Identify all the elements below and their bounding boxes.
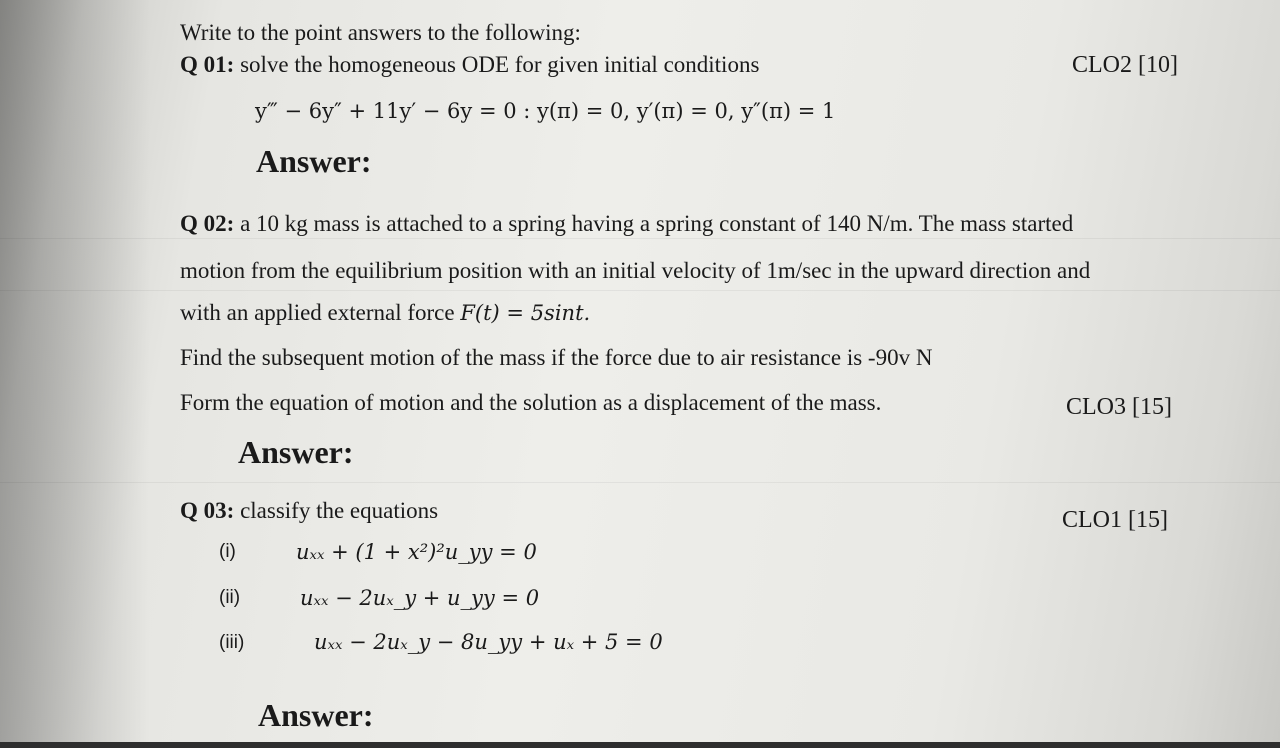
q2-line1 [180,211,1073,237]
q3-item-label: (iii) [219,632,245,653]
q1-number: Q 01: [180,52,235,77]
q2-line4: Find the subsequent motion of the mass if the force due to air resistance is -90v N [180,345,933,370]
q1-text: solve the homogeneous ODE for given initial conditions [240,52,760,77]
q2-clo: CLO3 [15] [1066,394,1172,420]
q2-line3-text: with an applied external force [180,300,461,325]
q1-equation: y‴ − 6y″ + 11y′ − 6y = 0 : y(π) = 0, y′(π) = 0, y″(π) = 1 [255,99,836,123]
q2-force-equation: F(t) = 5sint. [460,301,591,325]
instruction-text: Write to the point answers to the following: [180,20,581,45]
q3-number: Q 03: [180,498,235,523]
q3-text: classify the equations [240,498,439,523]
q2-line3 [180,300,590,326]
q3-item-label: (i) [219,541,236,562]
q1-heading [180,52,759,78]
divider [0,290,1280,291]
page-shadow-left [0,0,150,748]
q3-item-label: (ii) [219,587,241,608]
divider [0,482,1280,483]
q1-answer-label: Answer: [256,143,372,179]
q2-text-line1: a 10 kg mass is attached to a spring having a spring constant of 140 N/m. The mass started [240,211,1074,236]
divider [0,238,1280,239]
q3-item-equation: uₓₓ + (1 + x²)²u_yy = 0 [296,540,537,564]
q3-clo: CLO1 [15] [1062,507,1168,533]
q1-clo: CLO2 [10] [1072,52,1178,78]
q3-item-equation: uₓₓ − 2uₓ_y + u_yy = 0 [300,586,540,610]
bottom-edge [0,742,1280,748]
q2-line2: motion from the equilibrium position with an initial velocity of 1m/sec in the upward direction and [180,258,1091,283]
q2-answer-label: Answer: [238,434,354,470]
q3-heading [180,498,438,524]
q2-number: Q 02: [180,211,235,236]
q2-line5: Form the equation of motion and the solution as a displacement of the mass. [180,390,882,415]
q3-item-equation: uₓₓ − 2uₓ_y − 8u_yy + uₓ + 5 = 0 [314,630,663,654]
q3-answer-label: Answer: [258,697,374,733]
